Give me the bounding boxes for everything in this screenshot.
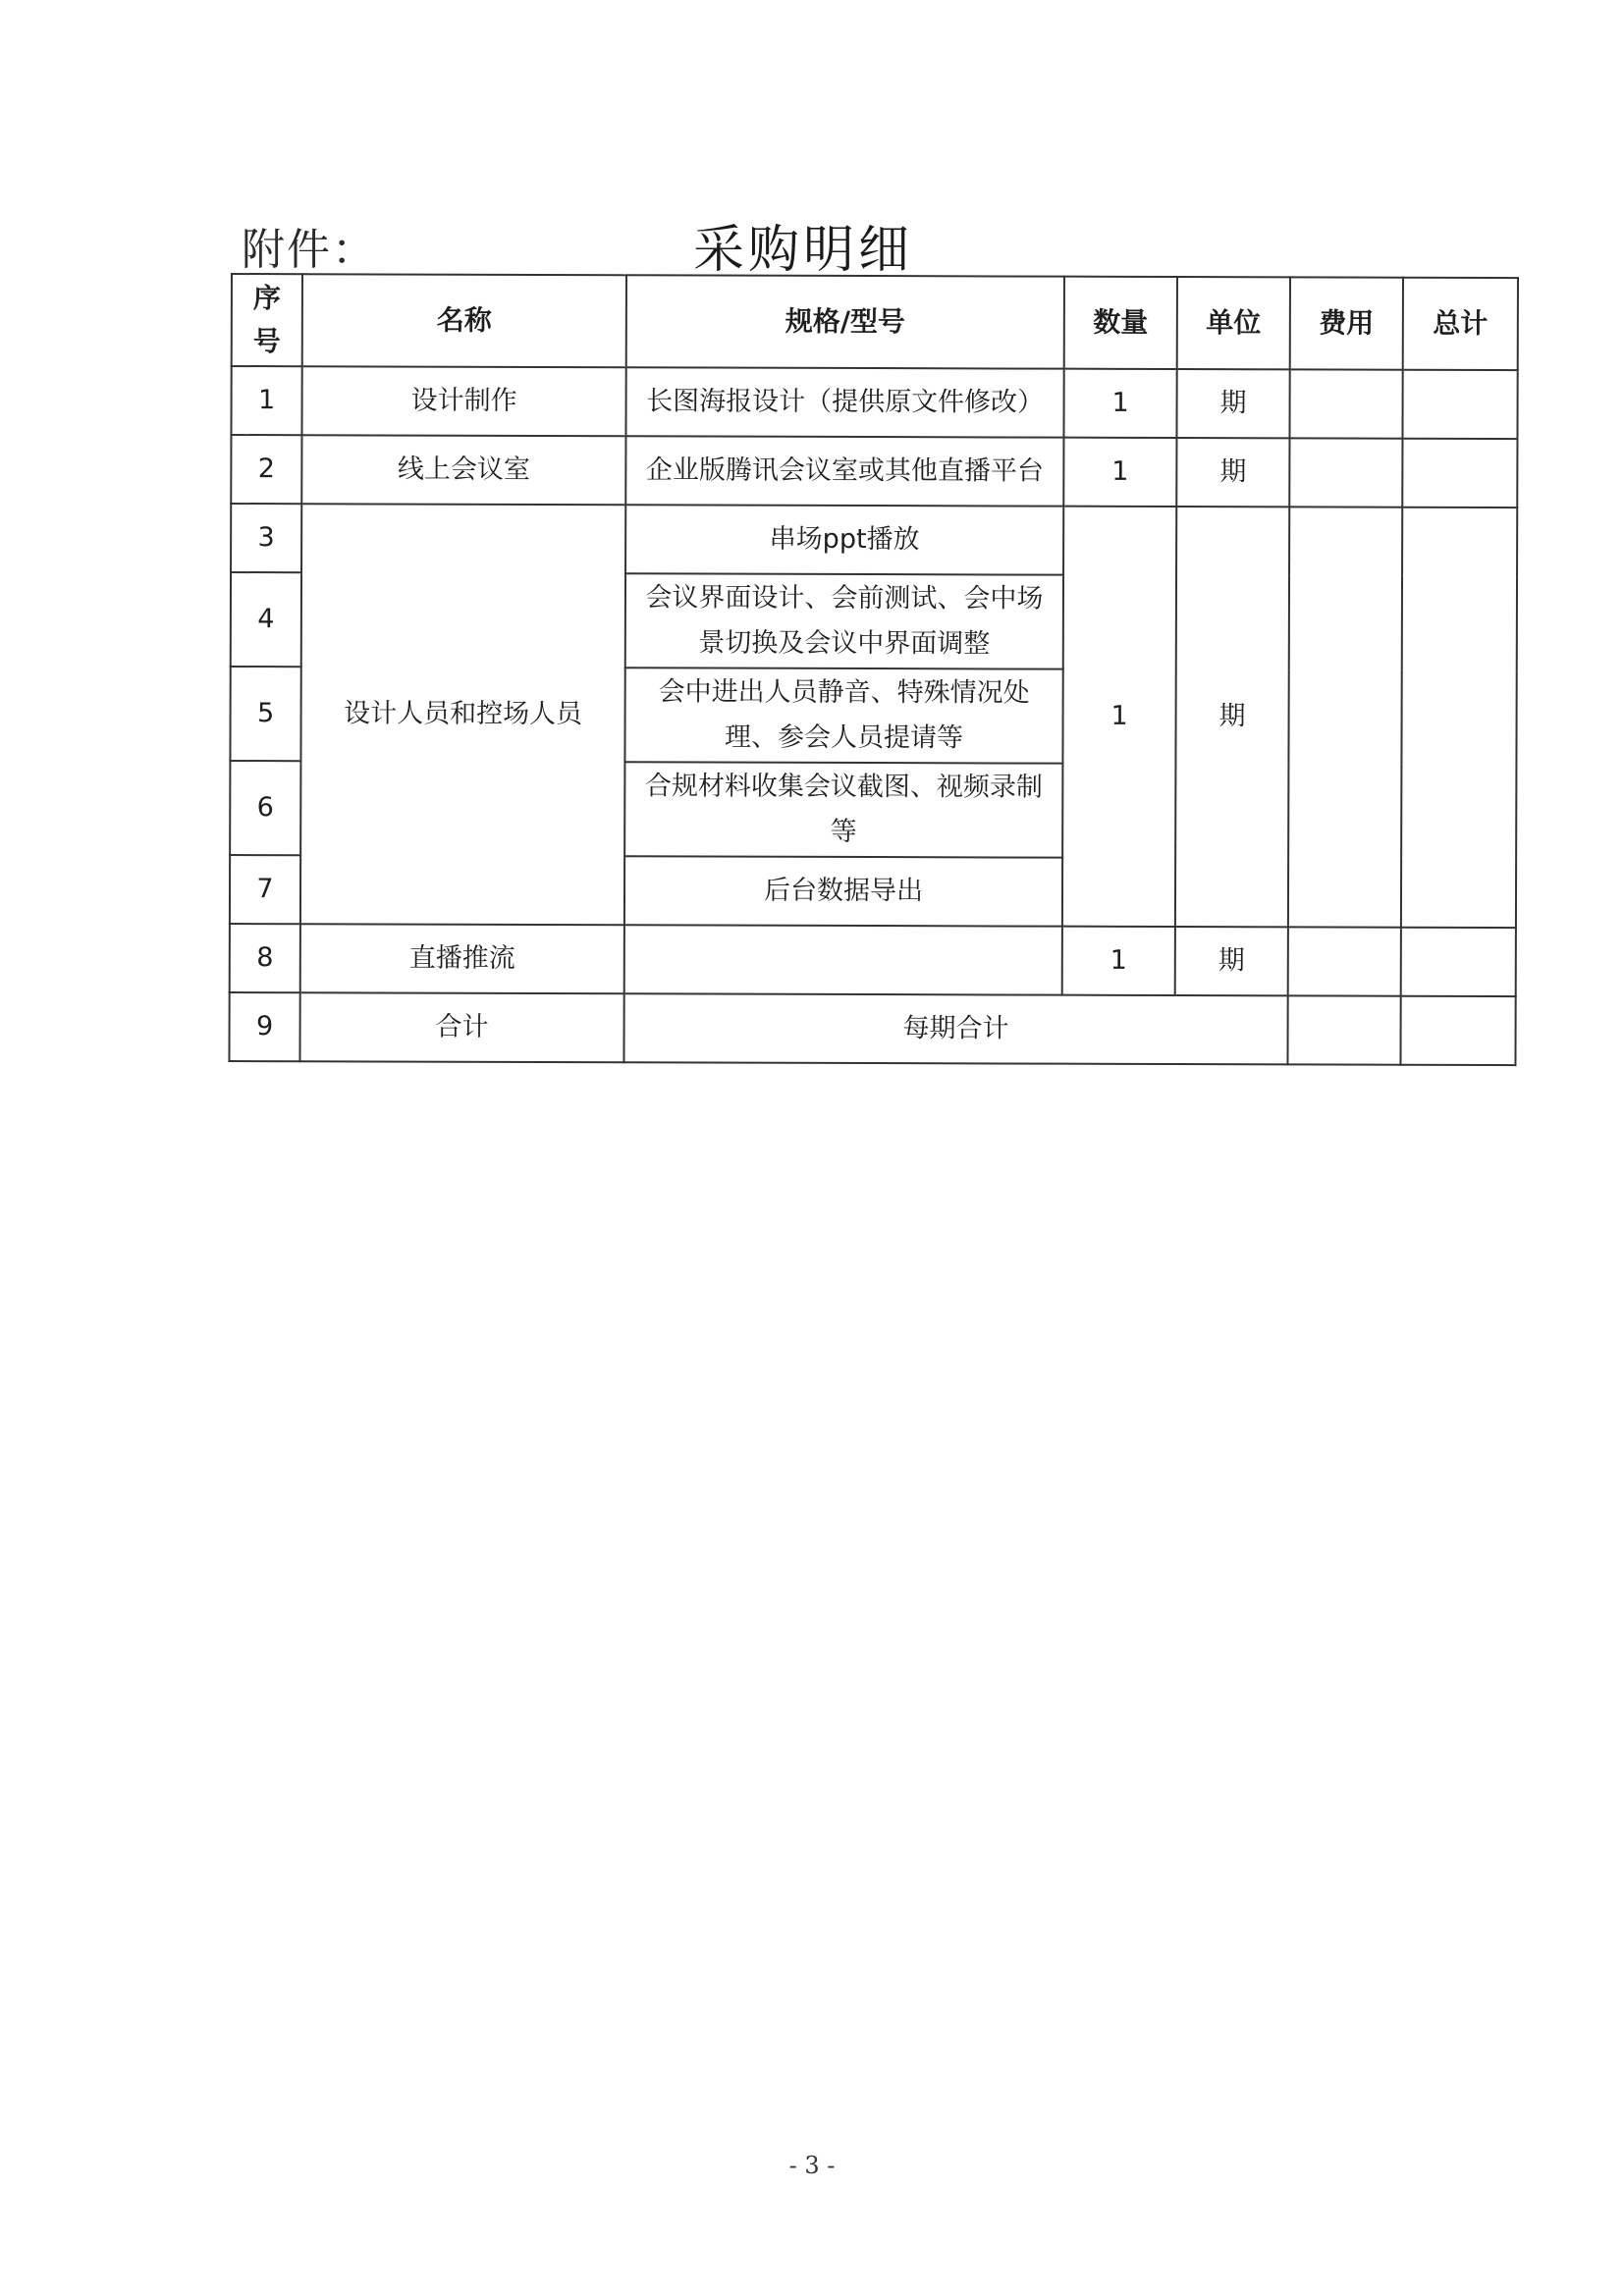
table-row-total: [229, 992, 1515, 1065]
cell-spec: 企业版腾讯会议室或其他直播平台: [625, 436, 1063, 506]
header-spec: 规格/型号: [626, 275, 1064, 368]
cell-group-total: [1401, 507, 1517, 928]
cell-name: 线上会议室: [301, 435, 625, 505]
cell-spec: 会中进出人员静音、特殊情况处理、参会人员提请等: [624, 667, 1062, 763]
page-number: - 3 -: [788, 2152, 836, 2179]
cell-qty: 1: [1063, 438, 1176, 507]
cell-seq: 4: [231, 572, 301, 667]
cell-group-cost: [1288, 507, 1402, 927]
cell-cost: [1288, 927, 1401, 995]
cell-group-name: 设计人员和控场人员: [300, 504, 625, 925]
attachment-label: 附件：: [242, 225, 377, 275]
table-row: [231, 504, 1517, 576]
cell-qty: 1: [1063, 369, 1176, 438]
cell-seq: 2: [231, 435, 301, 504]
cell-cost: [1289, 369, 1402, 438]
cell-spec: 会议界面设计、会前测试、会中场景切换及会议中界面调整: [625, 573, 1063, 668]
cell-seq: 9: [229, 992, 299, 1061]
cell-spec: [624, 925, 1062, 994]
header-name: 名称: [302, 274, 626, 367]
cell-spec: 合规材料收集会议截图、视频录制等: [624, 762, 1062, 857]
cell-group-qty: 1: [1062, 507, 1176, 927]
cell-total: [1402, 370, 1517, 439]
cell-spec: 每期合计: [623, 993, 1287, 1064]
table-header-row: [232, 274, 1518, 370]
cell-cost: [1287, 995, 1400, 1064]
cell-spec: 长图海报设计（提供原文件修改）: [625, 367, 1063, 437]
cell-spec: 串场ppt播放: [625, 505, 1063, 574]
cell-total: [1400, 996, 1515, 1065]
header-seq: 序号: [232, 274, 302, 366]
cell-name: 直播推流: [300, 924, 624, 993]
cell-seq: 3: [231, 504, 301, 572]
cell-name: 设计制作: [301, 366, 625, 436]
header-cost: 费用: [1290, 277, 1403, 369]
document-title: 采购明细: [693, 221, 914, 280]
cell-name: 合计: [299, 992, 623, 1062]
cell-unit: 期: [1175, 927, 1288, 995]
table-row: [231, 366, 1517, 439]
cell-qty: 1: [1062, 927, 1175, 995]
cell-total: [1402, 439, 1517, 507]
cell-group-unit: 期: [1175, 507, 1289, 927]
table-row: [230, 924, 1516, 996]
cell-seq: 7: [230, 855, 300, 924]
header-total: 总计: [1403, 278, 1518, 370]
table-row: [231, 435, 1517, 507]
cell-total: [1401, 928, 1516, 996]
procurement-table: [228, 273, 1519, 1066]
cell-spec: 后台数据导出: [624, 856, 1062, 926]
header-unit: 单位: [1177, 277, 1290, 369]
cell-unit: 期: [1176, 369, 1289, 438]
cell-seq: 5: [230, 667, 300, 761]
cell-seq: 1: [231, 366, 301, 435]
header-qty: 数量: [1064, 277, 1177, 369]
cell-cost: [1289, 438, 1402, 507]
cell-unit: 期: [1176, 438, 1289, 507]
cell-seq: 6: [230, 761, 300, 855]
cell-seq: 8: [230, 924, 300, 992]
